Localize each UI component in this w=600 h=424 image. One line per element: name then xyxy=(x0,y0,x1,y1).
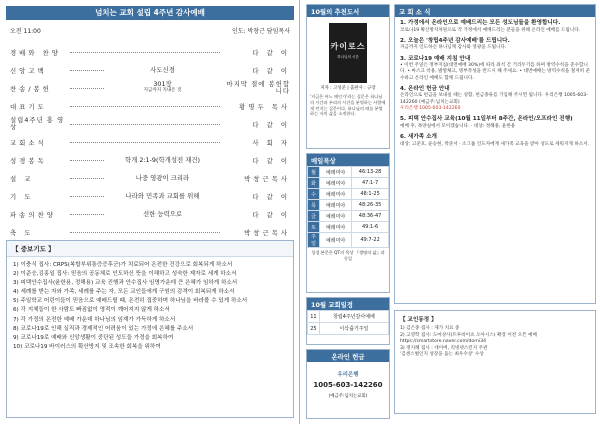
prayer-requests-box xyxy=(6,240,294,418)
chapter-cell: 46:13-28 xyxy=(352,167,389,178)
account-holder: (예금주:넘치는교회) xyxy=(328,394,368,399)
book-cover-subtitle: 하나님의 시간 xyxy=(337,55,359,59)
news-text: 지금까지 인도하신 하나님께 감사와 영광을 드립니다. xyxy=(400,45,507,51)
book-cell: 예레미야 xyxy=(320,178,352,189)
order-label: 성경봉독 xyxy=(10,157,47,165)
news-item xyxy=(400,38,590,52)
order-row xyxy=(10,98,290,116)
news-heading: 4. 온라인 헌금 안내 xyxy=(400,85,450,92)
schedule-box-title: 10월 교회일정 xyxy=(307,298,389,310)
chapter-cell: 49:7-22 xyxy=(352,233,389,248)
chapter-cell: 48:26-35 xyxy=(352,200,389,211)
service-time: 오전 11:00 xyxy=(10,28,41,35)
list-item: 2) 고영학 집사: 도마상사(트루바이츠 오아시스) 확장 이전 오픈 예배 xyxy=(400,332,537,338)
list-item: 3) 정지혜 집사 : 데이버, 리빙넷스킨지 주관 xyxy=(400,345,488,351)
order-label: 설립4주년 홍 영 상 xyxy=(10,116,65,131)
prayer-list xyxy=(7,257,293,356)
list-item: 5) 주일학교 어린이들이 믿음으로 예배드릴 때, 온전히 집중하며 하나님을 바라볼 수 있게 하소서 xyxy=(13,298,248,305)
news-item xyxy=(400,20,590,34)
hymn-number: 301장 xyxy=(153,80,172,88)
list-item: 6) 각 지체들이 한 사람도 빠짐없이 영적이 깨어지지 않게 하소서 xyxy=(13,307,170,314)
book-description: '지금은 어느 때인가'라는 질문은 하나님의 시간과 우리의 시간을 분별하는 사람에게 던지는 질문이다. 하나님의 때를 분별하는 자의 삶을 소개한다. xyxy=(310,94,386,117)
order-label: 축 도 xyxy=(10,229,34,237)
info-panel xyxy=(302,0,600,424)
leader-dots xyxy=(70,232,220,233)
book-cover-image xyxy=(329,23,367,83)
hymn-title: 지금까지 지내온 것 xyxy=(143,87,182,93)
book-box-title: 10월의 추천도서 xyxy=(307,5,389,17)
order-label: 설 교 xyxy=(10,175,34,183)
day-cell: 화 xyxy=(308,178,320,189)
news-text: 코로나19 확산방지차원으로 각 가정에서 예배드리는 분들을 위해 온라인 예배를 드립니다. xyxy=(400,27,581,33)
prayer-requests-title: 【 중보기도 】 xyxy=(7,241,293,257)
order-leader: 다 같 이 xyxy=(252,211,290,219)
order-content: 사도신경 xyxy=(105,65,220,74)
leader-dots xyxy=(70,142,220,143)
day-cell: 주일 xyxy=(308,233,320,248)
order-content xyxy=(105,81,220,94)
news-heading: 5. 피택 안수집사 교육(10월 11일부터 8주간, 온라인/오프라인 진행) xyxy=(400,116,573,123)
list-item: https://smartstore.naver.com/dorni34 xyxy=(400,339,487,344)
order-row xyxy=(10,116,290,134)
day-cell: 월 xyxy=(308,167,320,178)
news-heading: 2. 오늘은 '창립4주년 감사예배'를 드립니다. xyxy=(400,37,510,44)
service-meta xyxy=(10,26,290,36)
order-leader: 다 같 이 xyxy=(252,67,290,75)
giving-box-title: 온라인 헌금 xyxy=(307,350,389,362)
order-label: 찬송/봉헌 xyxy=(10,85,52,93)
book-cell: 예레미야 xyxy=(320,222,352,233)
book-cell: 예레미야 xyxy=(320,167,352,178)
list-item: 1) 김은종 집사 : 제가 치료 중 xyxy=(400,326,460,331)
order-leader: 다 같 이 xyxy=(252,193,290,201)
order-content: 나중 영광이 크리라 xyxy=(105,173,220,182)
order-leader: 황명두 목사 xyxy=(239,103,290,111)
news-item xyxy=(400,134,590,148)
order-row xyxy=(10,44,290,62)
recommended-book-box xyxy=(306,4,390,149)
book-cell: 예레미야 xyxy=(320,211,352,222)
order-leader: 마지막 절에 봉헌합니다 xyxy=(226,80,290,95)
order-content: 나라와 민족과 교회를 위해 xyxy=(105,191,220,200)
leader-dots xyxy=(70,124,220,125)
table-row xyxy=(308,167,389,178)
service-banner: 넘치는 교회 설립 4주년 감사예배 xyxy=(6,6,294,20)
news-highlight: 우리은행 1005-603-142260 xyxy=(400,106,461,112)
book-cover-title: 카이로스 xyxy=(330,42,366,51)
list-item: 9) 코로나19로 예배와 신앙생활이 중단된 성도들 가정을 회복하여 xyxy=(13,334,174,341)
online-giving-box xyxy=(306,349,390,419)
order-row xyxy=(10,152,290,170)
news-item xyxy=(400,56,590,82)
book-info: 저자 : 고성준 | 출판사 : 규장 xyxy=(320,86,376,91)
news-text: • 이번 주일은 정부지침(대면예배 30%)에 따라 좌석 간 거리두기를 하며 방역수칙을 준수합니다. • 마스크 착용, 발열체크, 명부작성을 반드시 해 주세요. • 대면예배는 방역수칙을 철저히 준수하고 온라인 예배도 함께 드립니다. xyxy=(400,63,590,81)
order-row xyxy=(10,170,290,188)
news-heading: 3. 코로나19 예배 지침 안내 xyxy=(400,55,471,62)
order-label: 파송의찬양 xyxy=(10,211,56,219)
list-item: '김센스벌인지 성장을 돕는 최우수상' 수상 xyxy=(400,352,484,357)
news-body xyxy=(395,17,595,155)
book-cell: 예레미야 xyxy=(320,200,352,211)
news-box-title: 교 회 소 식 xyxy=(395,5,595,17)
schedule-box xyxy=(306,297,390,345)
day-cell: 금 xyxy=(308,211,320,222)
reading-table xyxy=(307,166,389,248)
order-label: 대표기도 xyxy=(10,103,47,111)
table-row xyxy=(308,178,389,189)
table-row xyxy=(308,233,389,248)
table-row xyxy=(308,200,389,211)
book-cell: 예레미야 xyxy=(320,233,352,248)
main-column xyxy=(394,4,596,420)
daily-reading-box xyxy=(306,153,390,293)
leader-dots xyxy=(70,106,220,107)
table-row xyxy=(308,222,389,233)
table-row xyxy=(308,311,389,323)
order-leader: 다 같 이 xyxy=(252,49,290,57)
reading-box-title: 매일묵상 xyxy=(307,154,389,166)
chapter-cell: 47:1-7 xyxy=(352,178,389,189)
reading-note: 성경 본문은 QT의 묵상 『생명의 삶』과 동일 xyxy=(311,250,385,261)
order-label: 신앙고백 xyxy=(10,67,47,75)
order-label: 기 도 xyxy=(10,193,34,201)
schedule-table xyxy=(307,310,389,335)
list-item: 2) 이준승,김홍일 집사: 믿음의 공동체로 인도하신 뜻을 이해하고 성숙한 제자로 세게 하소서 xyxy=(13,271,237,278)
chapter-cell: 48:36-47 xyxy=(352,211,389,222)
news-heading: 1. 가정에서 온라인으로 예배드리는 모든 성도님들을 환영합니다. xyxy=(400,20,561,26)
date-cell: 25 xyxy=(308,323,320,335)
news-item xyxy=(400,116,590,130)
service-leader: 인도: 박창근 담임목사 xyxy=(231,28,290,35)
list-item: 7) 각 가정의 온전한 예배 가운데 하나님의 임재가 가득하게 하소서 xyxy=(13,316,176,323)
leader-dots xyxy=(70,52,220,53)
list-item: 4) 세례를 받는 자와 가족, 세례를 주는 자, 모든 교인들에게 구원의 감격이 회복되게 하소서 xyxy=(13,289,235,296)
day-cell: 수 xyxy=(308,189,320,200)
book-cell: 예레미야 xyxy=(320,189,352,200)
news-item xyxy=(400,86,590,112)
event-cell: 창립4주년감사예배 xyxy=(319,311,388,323)
date-cell: 11 xyxy=(308,311,320,323)
news-text: 예배 후, 목양실에서 모이겠습니다. · 대상: 정해용, 윤한용 xyxy=(400,123,516,129)
table-row xyxy=(308,211,389,222)
list-item: 3) 피택안수집사(윤한용, 정해용) 교육 진행과 안수집사 임명가운데 큰 은혜가 임하게 하소서 xyxy=(13,280,238,287)
member-news-box xyxy=(394,310,596,414)
member-news-title: 【 교인동정 】 xyxy=(400,317,437,323)
news-text: 대상: 고준호, 윤승현, 박준서 · 소그룹 인도자에게 새가족 교육을 받아 성도로 세워지게 하소서. xyxy=(400,141,590,147)
day-cell: 토 xyxy=(308,222,320,233)
list-item: 8) 코로나19로 인해 실직과 경제적인 어려움이 있는 가정에 은혜를 주소서 xyxy=(13,325,194,332)
order-content: 학개 2:1-9(학개성전 재건) xyxy=(105,155,220,164)
order-row xyxy=(10,80,290,98)
list-item: 1) 이충식 집사: CRPS(복합부위통증증후군)가 치료되어 온전한 건강으로 회복되게 하소서 xyxy=(13,262,233,268)
chapter-cell: 49:1-6 xyxy=(352,222,389,233)
table-row xyxy=(308,189,389,200)
account-number: 1005-603-142260 xyxy=(313,381,383,389)
side-column xyxy=(306,4,390,420)
order-row xyxy=(10,188,290,206)
day-cell: 목 xyxy=(308,200,320,211)
event-cell: 이삭줍기주일 xyxy=(319,323,388,335)
table-row xyxy=(308,323,389,335)
order-leader: 다 같 이 xyxy=(252,157,290,165)
news-text: 온라인으로 헌금을 보내실 때는 성함, 헌금종류를 기입해 주시면 됩니다. 우리은행 1005-603-142260 (예금주:넘치는교회) xyxy=(400,93,588,105)
bank-name: 우리은행 xyxy=(337,372,359,378)
order-leader: 사 회 자 xyxy=(252,139,290,147)
order-leader: 다 같 이 xyxy=(252,121,290,129)
order-label: 경배와 찬양 xyxy=(10,49,61,57)
order-row xyxy=(10,206,290,224)
order-leader: 박창근목사 xyxy=(244,175,290,183)
order-label: 교회소식 xyxy=(10,139,47,147)
order-leader: 박창근목사 xyxy=(244,229,290,237)
order-row xyxy=(10,62,290,80)
chapter-cell: 48:1-25 xyxy=(352,189,389,200)
list-item: 10) 코로나19 바이러스의 확산방지 및 조속한 회복을 위하여 xyxy=(13,343,161,350)
order-row xyxy=(10,134,290,152)
order-list xyxy=(10,44,290,242)
church-news-box xyxy=(394,4,596,304)
order-content: 선한 능력으로 xyxy=(105,209,220,218)
news-heading: 6. 새가족 소개 xyxy=(400,134,437,141)
